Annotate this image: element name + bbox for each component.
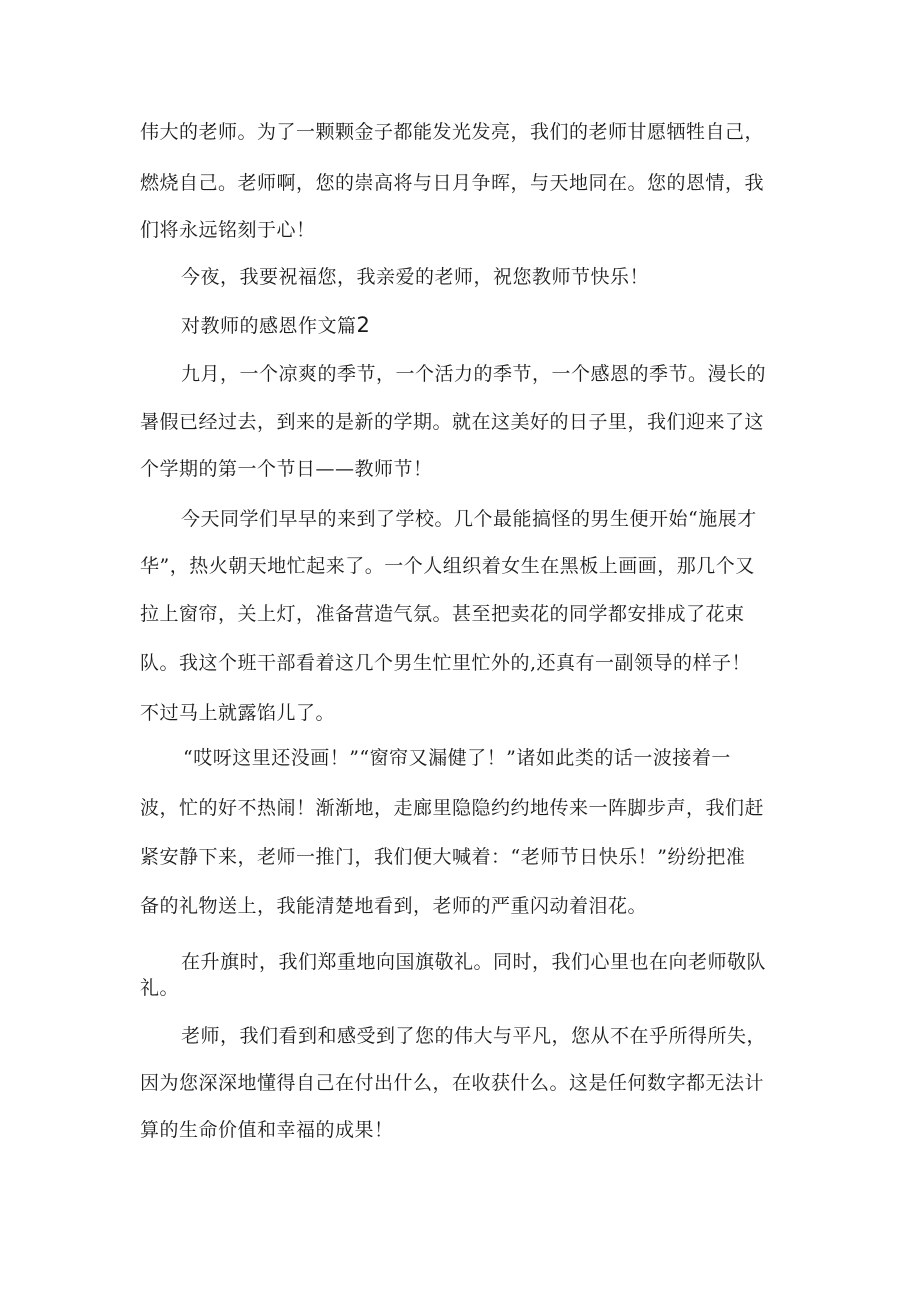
text-line: 九月，一个凉爽的季节，一个活力的季节，一个感恩的季节。漫长的 xyxy=(181,363,767,385)
text-line: 在升旗时，我们郑重地向国旗敬礼。同时，我们心里也在向老师敬队 xyxy=(181,951,767,973)
section-heading xyxy=(181,313,370,338)
text-line: 备的礼物送上，我能清楚地看到，老师的严重闪动着泪花。 xyxy=(140,895,648,917)
text-line: 华”，热火朝天地忙起来了。一个人组织着女生在黑板上画画，那几个又 xyxy=(140,555,755,577)
text-line: 因为您深深地懂得自己在付出什么，在收获什么。这是任何数字都无法计 xyxy=(140,1072,765,1094)
text-line: 波，忙的好不热闹！渐渐地，走廊里隐隐约约地传来一阵脚步声，我们赶 xyxy=(140,797,765,819)
text-line: 算的生命价值和幸福的成果！ xyxy=(140,1119,394,1141)
text-line: 不过马上就露馅儿了。 xyxy=(140,702,336,724)
text-line: 们将永远铭刻于心！ xyxy=(140,219,316,241)
text-line: 个学期的第一个节日——教师节！ xyxy=(140,458,433,480)
text-line: 燃烧自己。老师啊，您的崇高将与日月争晖，与天地同在。您的恩情，我 xyxy=(140,172,765,194)
text-line: 礼。 xyxy=(140,977,180,999)
text-line: 暑假已经过去，到来的是新的学期。就在这美好的日子里，我们迎来了这 xyxy=(140,411,765,433)
text-line: 紧安静下来，老师一推门，我们便大喊着：“老师节日快乐！”纷纷把准 xyxy=(140,846,746,868)
section-heading-title: 对教师的感恩作文篇 xyxy=(181,315,357,337)
text-line: 队。我这个班干部看着这几个男生忙里忙外的,还真有一副领导的样子！ xyxy=(140,652,752,674)
text-line: 今夜，我要祝福您，我亲爱的老师，祝您教师节快乐！ xyxy=(181,266,650,288)
text-line: “哎呀这里还没画！”“窗帘又漏健了！”诸如此类的话一波接着一 xyxy=(183,747,731,769)
text-line: 伟大的老师。为了一颗颗金子都能发光发亮，我们的老师甘愿牺牲自己， xyxy=(140,121,765,143)
section-heading-number: 2 xyxy=(356,313,371,337)
text-line: 拉上窗帘，关上灯，准备营造气氛。甚至把卖花的同学都安排成了花束 xyxy=(140,603,745,625)
text-line: 老师，我们看到和感受到了您的伟大与平凡，您从不在乎所得所失， xyxy=(181,1025,767,1047)
text-line: 今天同学们早早的来到了学校。几个最能搞怪的男生便开始“施展才 xyxy=(181,508,757,530)
